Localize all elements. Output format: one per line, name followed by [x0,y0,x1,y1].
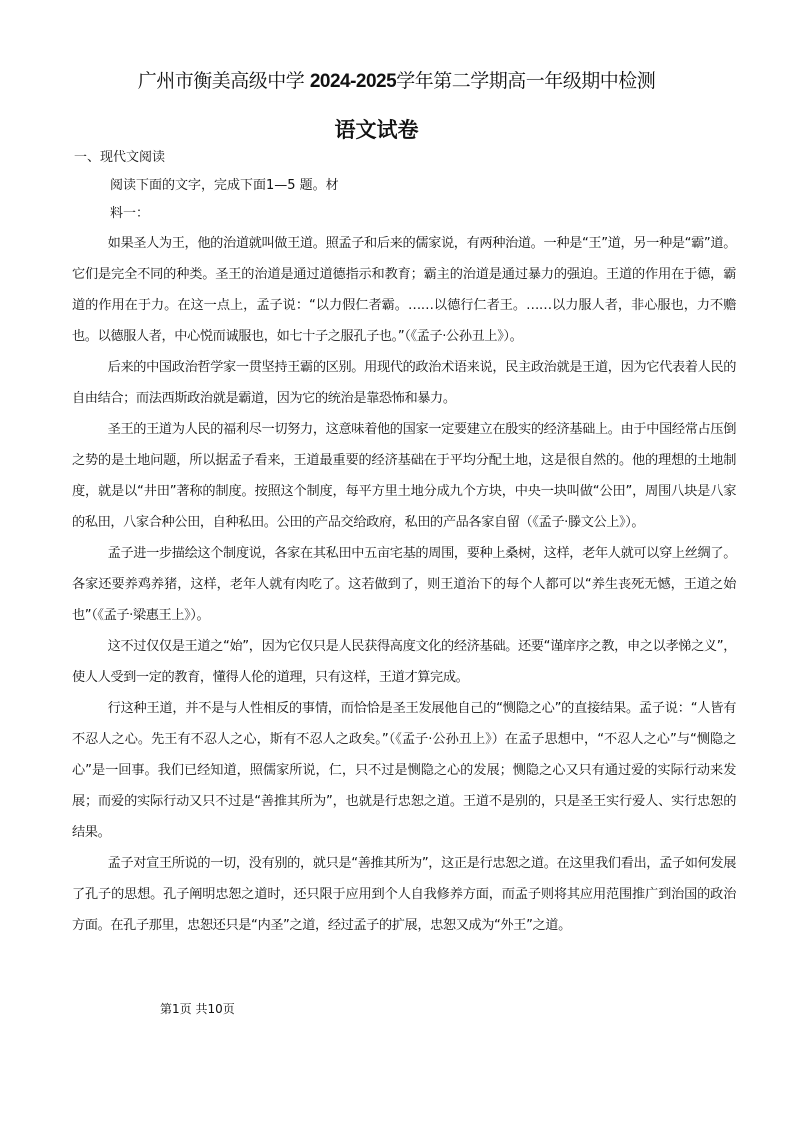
passage-paragraph: 圣王的王道为人民的福利尽一切努力，这意味着他的国家一定要建立在殷实的经济基础上。由于中国经常占压倒之势的是土地问题，所以据孟子看来，王道最重要的经济基础在于平均分配土地，这是很自然的。他的理想的土地制度，就是以“井田”著称的制度。按照这个制度，每平方里土地分成九个方块，中央一块叫做“公田”，周围八块是八家的私田，八家合种公田，自种私田。公田的产品交给政府，私田的产品各家自留（《孟子·滕文公上》）。 [72,422,736,530]
passage-paragraph: 孟子对宣王所说的一切，没有别的，就只是“善推其所为”，这正是行忠恕之道。在这里我们看出，孟子如何发展了孔子的思想。孔子阐明忠恕之道时，还只限于应用到个人自我修养方面，而孟子则将其应用范围推广到治国的政治方面。在孔子那里，忠恕还只是“内圣”之道，经过孟子的扩展，忠恕又成为“外王”之道。 [72,856,736,933]
title-school: 广州市衡美高级中学 [137,70,305,92]
passage-paragraph: 如果圣人为王，他的治道就叫做王道。照孟子和后来的儒家说，有两种治道。一种是“王”道，另一种是“霸”道。它们是完全不同的种类。圣王的治道是通过道德指示和教育；霸主的治道是通过暴力的强迫。王道的作用在于德，霸道的作用在于力。在这一点上，孟子说：“以力假仁者霸。……以德行仁者王。……以力服人者，非心服也，力不赡也。以德服人者，中心悦而诚服也，如七十子之服孔子也。”（《孟子·公孙丑上》）。 [72,236,736,344]
reading-instruction: 阅读下面的文字，完成下面1—5 题。材 [110,178,339,193]
title-year: 2024-2025 [309,71,397,92]
exam-title [0,66,793,93]
section-heading: 一、现代文阅读 [74,150,166,165]
passage-paragraph: 后来的中国政治哲学家一贯坚持王霸的区别。用现代的政治术语来说，民主政治就是王道，因为它代表着人民的自由结合；而法西斯政治就是霸道，因为它的统治是靠恐怖和暴力。 [72,360,736,406]
page-footer: 第1页 共10页 [160,1002,235,1016]
passage-paragraph: 这不过仅仅是王道之“始”，因为它仅只是人民获得高度文化的经济基础。还要“谨庠序之教，申之以孝悌之义”，使人人受到一定的教育，懂得人伦的道理，只有这样，王道才算完成。 [72,639,736,685]
passage-paragraph: 行这种王道，并不是与人性相反的事情，而恰恰是圣王发展他自己的“恻隐之心”的直接结果。孟子说：“人皆有不忍人之心。先王有不忍人之心，斯有不忍人之政矣。”（《孟子·公孙丑上》）在孟子思想中，“不忍人之心”与“恻隐之心”是一回事。我们已经知道，照儒家所说，仁，只不过是恻隐之心的发展；恻隐之心又只有通过爱的实际行动来发展；而爱的实际行动又只不过是“善推其所为”，也就是行忠恕之道。王道不是别的，只是圣王实行爱人、实行忠恕的结果。 [72,701,736,840]
material-label: 料一： [110,206,150,221]
passage-body [72,228,736,941]
title-term: 学年第二学期高一年级期中检测 [396,70,656,92]
exam-subtitle: 语文试卷 [334,118,419,142]
passage-paragraph: 孟子进一步描绘这个制度说，各家在其私田中五亩宅基的周围，要种上桑树，这样，老年人就可以穿上丝绸了。各家还要养鸡养猪，这样，老年人就有肉吃了。这若做到了，则王道治下的每个人都可以“养生丧死无憾，王道之始也”（《孟子·梁惠王上》）。 [72,546,736,623]
